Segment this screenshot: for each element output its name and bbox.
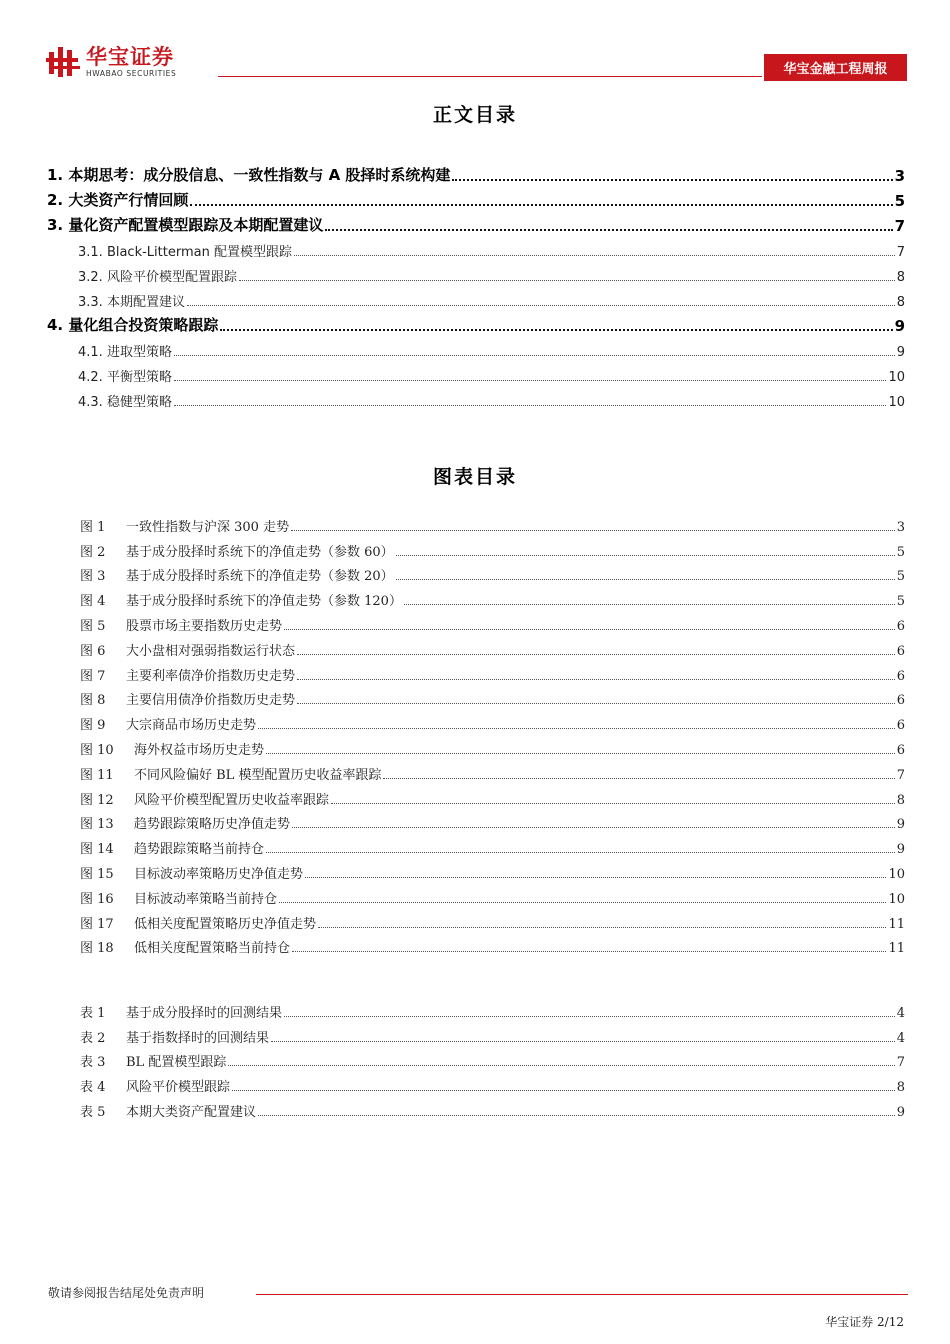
figure-title: 低相关度配置策略当前持仓 [134, 941, 291, 957]
figure-page: 11 [888, 941, 905, 957]
table-entry[interactable] [80, 1095, 905, 1120]
figure-page: 10 [888, 866, 905, 882]
dot-leader [174, 380, 887, 381]
page-header [0, 0, 950, 90]
figure-number: 图 4 [80, 594, 106, 610]
dot-leader [174, 355, 895, 356]
figure-page: 8 [896, 792, 905, 808]
table-number: 表 4 [80, 1080, 106, 1096]
table-list [80, 996, 905, 1120]
dot-leader [297, 654, 895, 655]
logo-chinese-name: 华宝证券 [86, 44, 174, 69]
footer-page-label: 华宝证券 2/12 [825, 1315, 904, 1329]
figure-entry[interactable] [80, 634, 905, 659]
dot-leader [294, 255, 895, 256]
table-title: 基于指数择时的回测结果 [126, 1030, 270, 1046]
toc-entry-label: 4.3. 稳健型策略 [78, 395, 172, 410]
figure-entry[interactable] [80, 560, 905, 585]
figures-title: 图表目录 [432, 466, 517, 488]
figure-number: 图 16 [80, 891, 114, 907]
figure-entry[interactable] [80, 783, 905, 808]
table-title: 风险平价模型跟踪 [126, 1080, 231, 1096]
figure-entry[interactable] [80, 659, 905, 684]
figure-number: 图 9 [80, 718, 106, 734]
toc-entry-page: 3 [894, 167, 905, 185]
toc-subentry[interactable] [47, 260, 905, 285]
figure-page: 5 [896, 569, 905, 585]
toc-entry-page: 7 [896, 245, 905, 260]
figure-number: 图 5 [80, 618, 106, 634]
figure-title: 基于成分股择时系统下的净值走势（参数 120） [126, 594, 402, 610]
dot-leader [383, 778, 894, 779]
figure-entry[interactable] [80, 708, 905, 733]
figure-list [80, 510, 905, 956]
dot-leader [325, 229, 892, 231]
table-page: 8 [896, 1080, 905, 1096]
figure-page: 9 [896, 842, 905, 858]
toc-entry[interactable] [47, 210, 905, 235]
toc-entry-page: 5 [894, 192, 905, 210]
table-page: 4 [896, 1005, 905, 1021]
figure-title: 大小盘相对强弱指数运行状态 [126, 643, 296, 659]
dot-leader [258, 728, 895, 729]
dot-leader [292, 827, 895, 828]
figure-title: 股票市场主要指数历史走势 [126, 618, 283, 634]
dot-leader [305, 877, 886, 878]
figure-entry[interactable] [80, 609, 905, 634]
dot-leader [284, 629, 895, 630]
figure-title: 基于成分股择时系统下的净值走势（参数 20） [126, 569, 394, 585]
toc-subentry[interactable] [47, 235, 905, 260]
figure-number: 图 18 [80, 941, 114, 957]
figure-page: 6 [896, 742, 905, 758]
dot-leader [174, 405, 887, 406]
toc-entry-page: 9 [896, 345, 905, 360]
figure-title: 风险平价模型配置历史收益率跟踪 [134, 792, 330, 808]
dot-leader [266, 852, 895, 853]
figure-entry[interactable] [80, 510, 905, 535]
footer-divider [256, 1294, 908, 1295]
table-page: 9 [896, 1104, 905, 1120]
figure-number: 图 3 [80, 569, 106, 585]
figure-entry[interactable] [80, 882, 905, 907]
figure-title: 趋势跟踪策略当前持仓 [134, 842, 265, 858]
figure-page: 10 [888, 891, 905, 907]
figure-title: 一致性指数与沪深 300 走势 [126, 519, 290, 535]
toc-subentry[interactable] [47, 385, 905, 410]
figure-entry[interactable] [80, 832, 905, 857]
figure-title: 海外权益市场历史走势 [134, 742, 265, 758]
toc-entry-label: 4.1. 进取型策略 [78, 345, 172, 360]
dot-leader [220, 329, 892, 331]
dot-leader [291, 530, 895, 531]
toc-entry-label: 2. 大类资产行情回顾 [47, 191, 189, 209]
figure-page: 7 [896, 767, 905, 783]
toc-entry-label: 3.1. Black-Litterman 配置模型跟踪 [78, 245, 292, 260]
company-logo [46, 44, 176, 80]
toc-entry-label: 3. 量化资产配置模型跟踪及本期配置建议 [47, 216, 324, 234]
figure-title: 低相关度配置策略历史净值走势 [134, 916, 317, 932]
table-number: 表 1 [80, 1005, 106, 1021]
toc-subentry[interactable] [47, 360, 905, 385]
table-entry[interactable] [80, 996, 905, 1021]
figure-number: 图 10 [80, 742, 114, 758]
figure-number: 图 17 [80, 916, 114, 932]
toc-entry-label: 4.2. 平衡型策略 [78, 370, 172, 385]
toc-subentry[interactable] [47, 285, 905, 310]
figure-page: 6 [896, 668, 905, 684]
toc-entry-page: 7 [894, 217, 905, 235]
dot-leader [396, 555, 895, 556]
figure-title: 基于成分股择时系统下的净值走势（参数 60） [126, 544, 394, 560]
dot-leader [331, 803, 895, 804]
figure-title: 大宗商品市场历史走势 [126, 718, 257, 734]
figure-number: 图 8 [80, 693, 106, 709]
dot-leader [187, 305, 895, 306]
report-type-badge: 华宝金融工程周报 [764, 54, 907, 81]
figure-title: 不同风险偏好 BL 模型配置历史收益率跟踪 [134, 767, 382, 783]
dot-leader [318, 927, 886, 928]
dot-leader [190, 204, 892, 206]
figure-entry[interactable] [80, 733, 905, 758]
header-divider [218, 76, 762, 77]
figure-number: 图 13 [80, 817, 114, 833]
dot-leader [239, 280, 895, 281]
figure-page: 6 [896, 718, 905, 734]
figure-entry[interactable] [80, 584, 905, 609]
table-number: 表 2 [80, 1030, 106, 1046]
toc-entry-page: 8 [896, 270, 905, 285]
dot-leader [292, 951, 886, 952]
figure-entry[interactable] [80, 758, 905, 783]
figure-page: 11 [888, 916, 905, 932]
figure-number: 图 1 [80, 519, 106, 535]
toc-subentry[interactable] [47, 335, 905, 360]
toc-entry-page: 10 [888, 370, 905, 385]
dot-leader [266, 753, 895, 754]
table-entry[interactable] [80, 1046, 905, 1071]
dot-leader [232, 1090, 895, 1091]
figure-page: 6 [896, 693, 905, 709]
dot-leader [404, 604, 895, 605]
toc-entry[interactable] [47, 160, 905, 185]
toc-entry-label: 3.2. 风险平价模型配置跟踪 [78, 270, 237, 285]
table-page: 7 [896, 1055, 905, 1071]
toc-entry-page: 8 [896, 295, 905, 310]
figure-page: 5 [896, 594, 905, 610]
figure-title: 目标波动率策略历史净值走势 [134, 866, 304, 882]
dot-leader [297, 703, 895, 704]
figure-title: 主要利率债净价指数历史走势 [126, 668, 296, 684]
figure-title: 趋势跟踪策略历史净值走势 [134, 817, 291, 833]
logo-english-name: HWABAO SECURITIES [86, 68, 177, 78]
figure-number: 图 6 [80, 643, 106, 659]
dot-leader [396, 579, 895, 580]
figure-entry[interactable] [80, 684, 905, 709]
figure-page: 6 [896, 618, 905, 634]
table-title: 基于成分股择时的回测结果 [126, 1005, 283, 1021]
dot-leader [284, 1016, 895, 1017]
figure-number: 图 15 [80, 866, 114, 882]
dot-leader [452, 179, 892, 181]
toc-entry-page: 10 [888, 395, 905, 410]
figure-number: 图 11 [80, 767, 114, 783]
contents-title: 正文目录 [432, 104, 517, 126]
toc-entry[interactable] [47, 310, 905, 335]
toc-entry-label: 1. 本期思考：成分股信息、一致性指数与 A 股择时系统构建 [47, 166, 451, 184]
table-title: 本期大类资产配置建议 [126, 1104, 257, 1120]
figure-entry[interactable] [80, 535, 905, 560]
figure-number: 图 12 [80, 792, 114, 808]
table-number: 表 3 [80, 1055, 106, 1071]
figure-page: 9 [896, 817, 905, 833]
dot-leader [271, 1041, 895, 1042]
figure-entry[interactable] [80, 932, 905, 957]
toc-entry-page: 9 [894, 317, 905, 335]
figure-number: 图 7 [80, 668, 106, 684]
table-entry[interactable] [80, 1021, 905, 1046]
hwabao-logo-icon [46, 44, 82, 80]
figure-entry[interactable] [80, 857, 905, 882]
figure-entry[interactable] [80, 808, 905, 833]
figure-number: 图 14 [80, 842, 114, 858]
toc-entry-label: 3.3. 本期配置建议 [78, 295, 185, 310]
dot-leader [279, 902, 886, 903]
table-of-contents [47, 160, 905, 410]
figure-page: 6 [896, 643, 905, 659]
table-number: 表 5 [80, 1104, 106, 1120]
toc-entry-label: 4. 量化组合投资策略跟踪 [47, 316, 219, 334]
table-title: BL 配置模型跟踪 [126, 1055, 227, 1071]
figure-page: 3 [896, 519, 905, 535]
dot-leader [228, 1065, 894, 1066]
figure-title: 主要信用债净价指数历史走势 [126, 693, 296, 709]
table-entry[interactable] [80, 1070, 905, 1095]
figure-number: 图 2 [80, 544, 106, 560]
toc-entry[interactable] [47, 185, 905, 210]
figure-title: 目标波动率策略当前持仓 [134, 891, 278, 907]
dot-leader [297, 679, 895, 680]
footer-disclaimer: 敬请参阅报告结尾处免责声明 [48, 1286, 205, 1300]
figure-page: 5 [896, 544, 905, 560]
table-page: 4 [896, 1030, 905, 1046]
figure-entry[interactable] [80, 907, 905, 932]
dot-leader [258, 1115, 895, 1116]
